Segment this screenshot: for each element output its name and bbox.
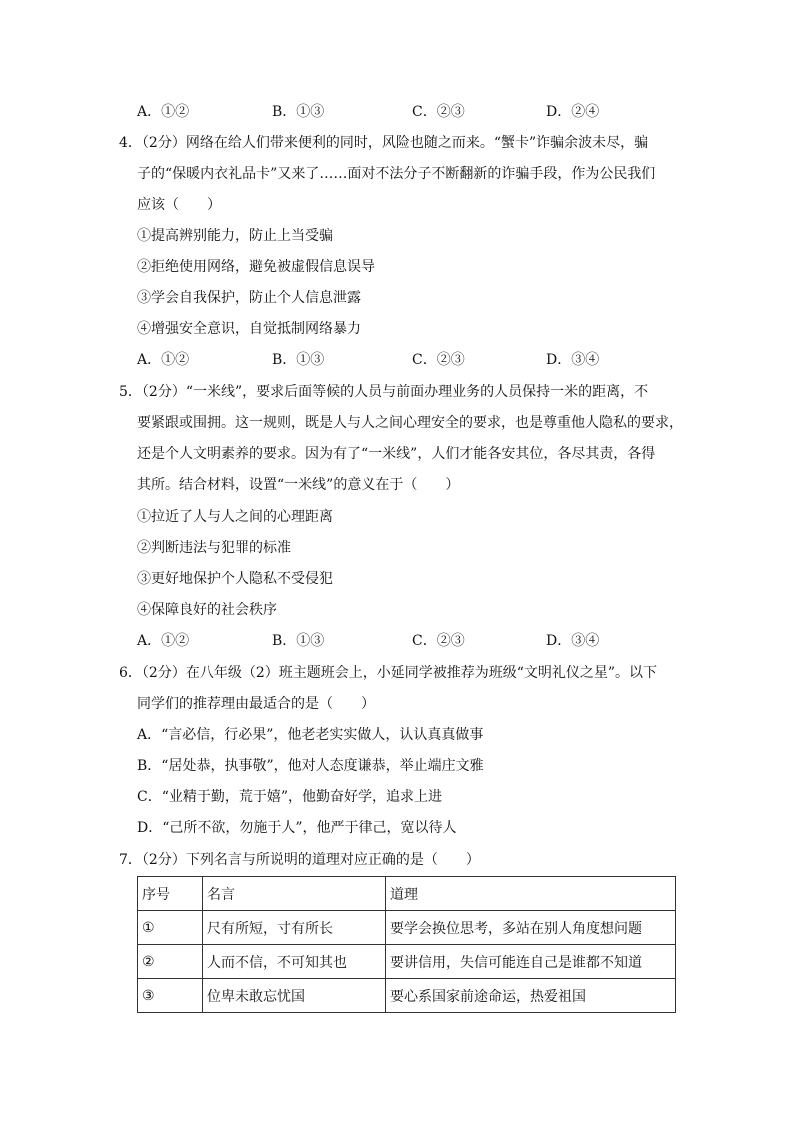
- q4-stem-line-3: 应该（ ）: [137, 197, 221, 213]
- q5-stem-line-2: 要紧跟或围拥。这一规则，既是人与人之间心理安全的要求，也是尊重他人隐私的要求，: [137, 415, 683, 431]
- q5-stem-line-4: 其所。结合材料，设置“一米线”的意义在于（ ）: [137, 477, 460, 493]
- q3-option-d: D．②④: [546, 104, 600, 120]
- q4-option-b: B．①③: [272, 352, 325, 368]
- q6-choice-d: D．“己所不欲，勿施于人”，他严于律己，宽以待人: [137, 820, 457, 836]
- row-3-number: ③: [138, 979, 203, 1013]
- row-1-number: ①: [138, 911, 203, 945]
- q4-options: [137, 350, 677, 370]
- q5-option-d: D．③④: [546, 633, 600, 649]
- row-3-quote: 位卑未敢忘忧国: [203, 979, 386, 1013]
- q7-stem: 7．（2分）下列名言与所说明的道理对应正确的是（ ）: [119, 852, 480, 868]
- q6-choice-b: B．“居处恭，执事敬”，他对人态度谦恭，举止端庄文雅: [137, 758, 484, 774]
- row-2-quote: 人而不信，不可知其也: [203, 945, 386, 979]
- q3-option-b: B．①③: [272, 104, 325, 120]
- q4-statement-4: ④增强安全意识，自觉抵制网络暴力: [137, 321, 361, 337]
- header-cell-principle: 道理: [386, 877, 676, 911]
- q4-statement-3: ③学会自我保护，防止个人信息泄露: [137, 290, 361, 306]
- q5-statement-4: ④保障良好的社会秩序: [137, 602, 277, 618]
- q3-options: [137, 102, 677, 122]
- q5-option-b: B．①③: [272, 633, 325, 649]
- q7-table: [137, 876, 676, 1013]
- table-header-row: [138, 877, 676, 911]
- header-cell-quote: 名言: [203, 877, 386, 911]
- table-row: [138, 979, 676, 1013]
- q5-statement-2: ②判断违法与犯罪的标准: [137, 540, 291, 556]
- row-1-principle: 要学会换位思考，多站在别人角度想问题: [386, 911, 676, 945]
- q5-option-a: A．①②: [137, 633, 190, 649]
- q3-option-c: C．②③: [412, 104, 465, 120]
- q5-stem-line-1: 5．（2分）“一米线”，要求后面等候的人员与前面办理业务的人员保持一米的距离，不: [119, 384, 649, 400]
- q6-stem-line-1: 6．（2分）在八年级（2）班主题班会上，小延同学被推荐为班级“文明礼仪之星”。以下: [119, 665, 658, 681]
- q4-stem-line-2: 子的“保暖内衣礼品卡”又来了……面对不法分子不断翻新的诈骗手段，作为公民我们: [137, 166, 656, 182]
- row-2-number: ②: [138, 945, 203, 979]
- q3-option-a: A．①②: [137, 104, 190, 120]
- q4-statement-2: ②拒绝使用网络，避免被虚假信息误导: [137, 259, 375, 275]
- header-cell-number: 序号: [138, 877, 203, 911]
- q5-options: [137, 631, 677, 651]
- q6-stem-line-2: 同学们的推荐理由最适合的是（ ）: [137, 696, 375, 712]
- q6-choice-c: C．“业精于勤，荒于嬉”，他勤奋好学，追求上进: [137, 789, 443, 805]
- q5-statement-3: ③更好地保护个人隐私不受侵犯: [137, 571, 333, 587]
- row-3-principle: 要心系国家前途命运，热爱祖国: [386, 979, 676, 1013]
- q4-stem-line-1: 4．（2分）网络在给人们带来便利的同时，风险也随之而来。“蟹卡”诈骗余波未尽，骗: [119, 135, 649, 151]
- q5-statement-1: ①拉近了人与人之间的心理距离: [137, 509, 333, 525]
- q4-option-a: A．①②: [137, 352, 190, 368]
- row-1-quote: 尺有所短，寸有所长: [203, 911, 386, 945]
- table-row: [138, 945, 676, 979]
- q5-option-c: C．②③: [412, 633, 465, 649]
- q4-option-d: D．③④: [546, 352, 600, 368]
- q4-statement-1: ①提高辨别能力，防止上当受骗: [137, 228, 333, 244]
- q5-stem-line-3: 还是个人文明素养的要求。因为有了“一米线”，人们才能各安其位，各尽其责，各得: [137, 446, 656, 462]
- q6-choice-a: A．“言必信，行必果”，他老老实实做人，认认真真做事: [137, 727, 484, 743]
- row-2-principle: 要讲信用，失信可能连自己是谁都不知道: [386, 945, 676, 979]
- table-row: [138, 911, 676, 945]
- q4-option-c: C．②③: [412, 352, 465, 368]
